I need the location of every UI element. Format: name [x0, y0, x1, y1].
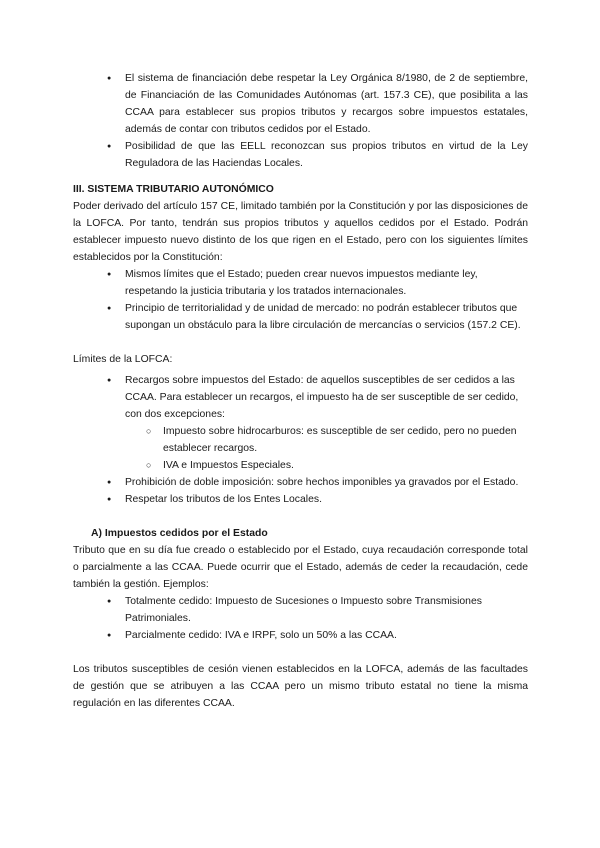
constitution-limits-list: [73, 266, 528, 334]
subsection-heading: A) Impuestos cedidos por el Estado: [91, 528, 268, 539]
examples-list: [73, 593, 528, 644]
list-item: ● Totalmente cedido: Impuesto de Sucesiones o Impuesto sobre Transmisiones Patrimoniales.: [73, 593, 528, 627]
list-item: ● Principio de territorialidad y de unidad de mercado: no podrán establecer tributos que supongan un obstáculo para la libre circulación de mercancías o servicios (157.2 CE).: [73, 300, 528, 334]
exceptions-list: [73, 423, 528, 474]
document-body: [73, 70, 528, 712]
list-item: ● Recargos sobre impuestos del Estado: de aquellos susceptibles de ser cedidos a las CCAA. Para establecer un recargos, el impuesto ha de ser susceptible de ser cedido, con dos excepciones:: [73, 372, 528, 423]
intro-bullet-list: [73, 70, 528, 172]
list-item: ● El sistema de financiación debe respetar la Ley Orgánica 8/1980, de 2 de septiembre, de Financiación de las Comunidades Autónomas (art. 157.3 CE), que posibilita a las CCAA para establecer sus propios tributos y recargos sobre impuestos estatales, además de contar con tributos cedidos por el Estado.: [73, 70, 528, 138]
list-item: ● Parcialmente cedido: IVA e IRPF, solo un 50% a las CCAA.: [73, 627, 528, 644]
list-item: ● Mismos límites que el Estado; pueden crear nuevos impuestos mediante ley, respetando la justicia tributaria y los tratados internacionales.: [73, 266, 528, 300]
subsection-paragraph: Tributo que en su día fue creado o establecido por el Estado, cuya recaudación corresponde total o parcialmente a las CCAA. Puede ocurrir que el Estado, además de ceder la recaudación, cede también la gestión. Ejemplos:: [73, 545, 528, 590]
section-paragraph: Poder derivado del artículo 157 CE, limitado también por la Constitución y por las disposiciones de la LOFCA. Por tanto, tendrán sus propios tributos y aquellos cedidos por el Estado. Podrán establecer impuesto nuevo distinto de los que rigen en el Estado, pero con los siguientes límites establecidos por la Constitución:: [73, 201, 528, 263]
lofca-limits-list: [73, 372, 528, 423]
list-item: ● Prohibición de doble imposición: sobre hechos imponibles ya gravados por el Estado.: [73, 474, 528, 491]
section-heading: III. SISTEMA TRIBUTARIO AUTONÓMICO: [73, 184, 274, 195]
lofca-limits-list-continued: [73, 474, 528, 508]
lofca-title: Límites de la LOFCA:: [73, 354, 173, 365]
sub-list-item: ○ IVA e Impuestos Especiales.: [73, 457, 528, 474]
list-item: ● Posibilidad de que las EELL reconozcan sus propios tributos en virtud de la Ley Reguladora de las Haciendas Locales.: [73, 138, 528, 172]
sub-list-item: ○ Impuesto sobre hidrocarburos: es susceptible de ser cedido, pero no pueden establecer recargos.: [73, 423, 528, 457]
list-item: ● Respetar los tributos de los Entes Locales.: [73, 491, 528, 508]
closing-paragraph: Los tributos susceptibles de cesión vienen establecidos en la LOFCA, además de las facultades de gestión que se atribuyen a las CCAA pero un mismo tributo estatal no tiene la misma regulación en las diferentes CCAA.: [73, 664, 528, 709]
